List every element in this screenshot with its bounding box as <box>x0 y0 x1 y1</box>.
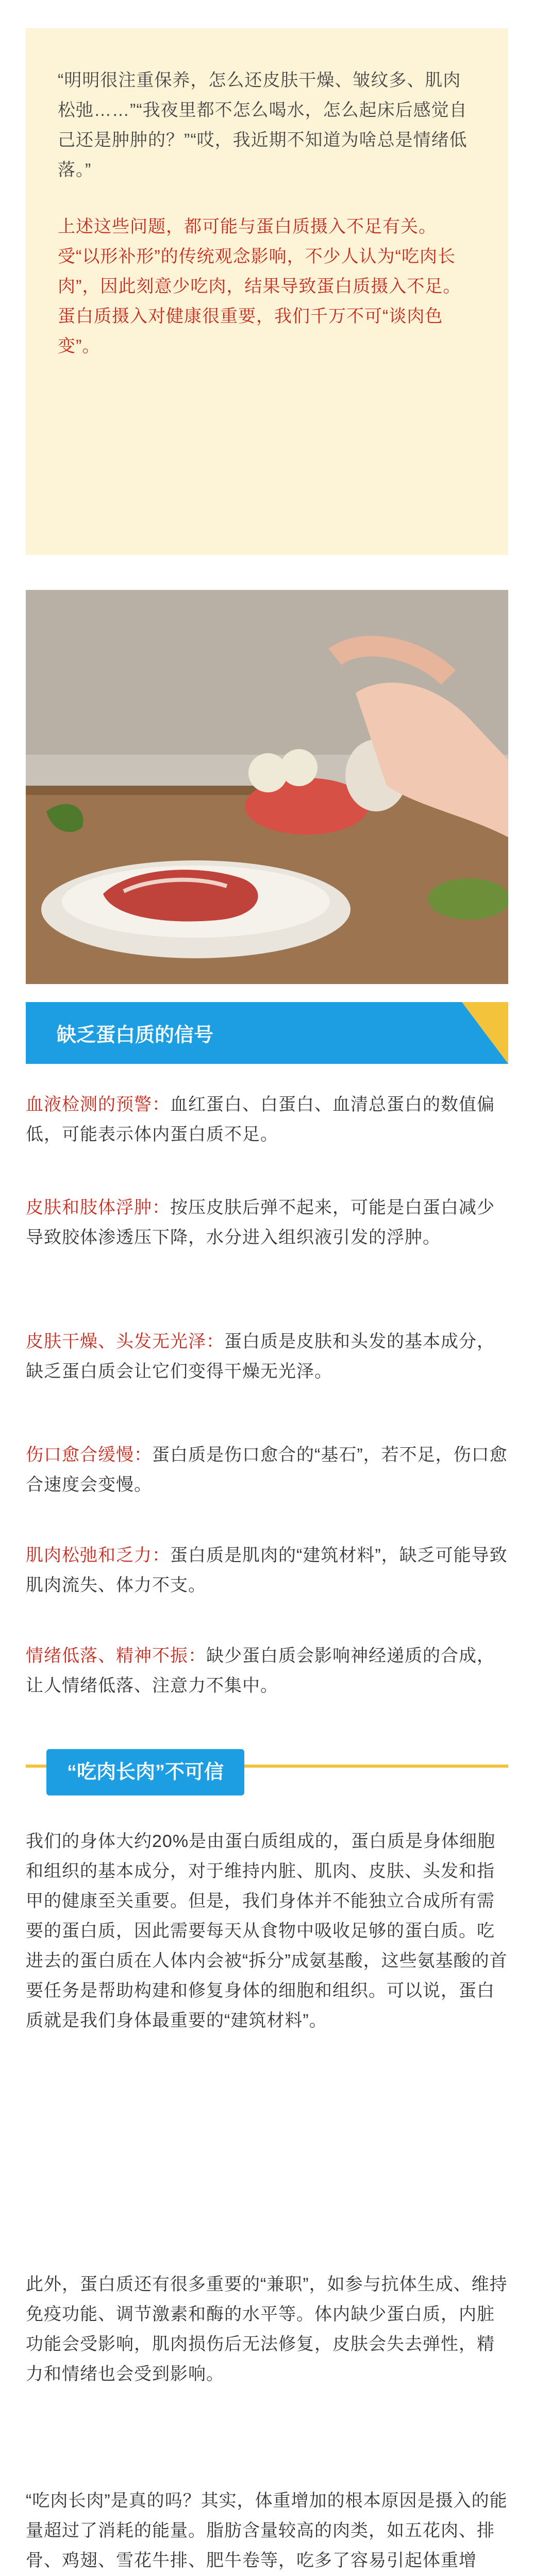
signal-item <box>26 1540 508 1600</box>
food-photo-meat <box>26 590 508 984</box>
body-paragraph: “吃肉长肉”是真的吗？其实，体重增加的根本原因是摄入的能量超过了消耗的能量。脂肪含量较高的肉类，如五花肉、排骨、鸡翅、雪花牛排、肥牛卷等，吃多了容易引起体重增 <box>26 2491 508 2570</box>
body-paragraph: 此外，蛋白质还有很多重要的“兼职”，如参与抗体生成、维持免疫功能、调节激素和酶的水平等。体内缺少蛋白质，内脏功能会受影响，肌肉损伤后无法修复，皮肤会失去弹性，精力和情绪也会受到影响。 <box>26 2275 508 2384</box>
intro-quote-box <box>26 28 508 555</box>
section-title: “吃肉长肉”不可信 <box>46 1749 244 1795</box>
signal-term: 肌肉松弛和乏力： <box>26 1546 170 1565</box>
section-header-meat-myth <box>26 1749 508 1795</box>
signal-term: 皮肤和肢体浮肿： <box>26 1198 170 1217</box>
body-paragraph: 我们的身体大约20%是由蛋白质组成的，蛋白质是身体细胞和组织的基本成分，对于维持内脏、肌肉、皮肤、头发和指甲的健康至关重要。但是，我们身体并不能独立合成所有需要的蛋白质，因此需要每天从食物中吸收足够的蛋白质。吃进去的蛋白质在人体内会被“拆分”成氨基酸，这些氨基酸的首要任务是帮助构建和修复身体的细胞和组织。可以说，蛋白质就是我们身体最重要的“建筑材料”。 <box>26 1832 508 2030</box>
signal-item <box>26 1193 508 1252</box>
intro-quote-paragraph: “明明很注重保养，怎么还皮肤干燥、皱纹多、肌肉松弛……”“我夜里都不怎么喝水，怎么起床后感觉自己还是肿肿的？”“哎，我近期不知道为啥总是情绪低落。” <box>58 71 468 180</box>
signal-item <box>26 1090 508 1149</box>
signal-text: 血红蛋白、白蛋白、血清总蛋白的数值偏低，可能表示体内蛋白质不足。 <box>26 1095 495 1144</box>
signal-term: 情绪低落、精神不振： <box>26 1646 206 1666</box>
signal-text: 蛋白质是皮肤和头发的基本成分，缺乏蛋白质会让它们变得干燥无光泽。 <box>26 1332 495 1381</box>
intro-summary-paragraph: 上述这些问题，都可能与蛋白质摄入不足有关。受“以形补形”的传统观念影响，不少人认为“吃肉长肉”，因此刻意少吃肉，结果导致蛋白质摄入不足。蛋白质摄入对健康很重要，我们千万不可“谈肉色变”。 <box>58 217 461 356</box>
signal-text: 按压皮肤后弹不起来，可能是白蛋白减少导致胶体渗透压下降，水分进入组织液引发的浮肿。 <box>26 1198 495 1247</box>
section-title: 缺乏蛋白质的信号 <box>57 1024 214 1046</box>
signal-text: 蛋白质是肌肉的“建筑材料”，缺乏可能导致肌肉流失、体力不支。 <box>26 1546 508 1595</box>
signal-term: 皮肤干燥、头发无光泽： <box>26 1332 224 1351</box>
signal-item <box>26 1440 508 1500</box>
signal-text: 缺少蛋白质会影响神经递质的合成，让人情绪低落、注意力不集中。 <box>26 1646 495 1696</box>
header-corner-decoration <box>462 1002 508 1064</box>
signal-term: 血液检测的预警： <box>26 1095 170 1114</box>
signal-text: 蛋白质是伤口愈合的“基石”，若不足，伤口愈合速度会变慢。 <box>26 1445 508 1495</box>
signal-item <box>26 1641 508 1701</box>
signal-item <box>26 1327 508 1386</box>
section-header-protein-signals <box>26 1002 508 1064</box>
signal-term: 伤口愈合缓慢： <box>26 1445 152 1465</box>
